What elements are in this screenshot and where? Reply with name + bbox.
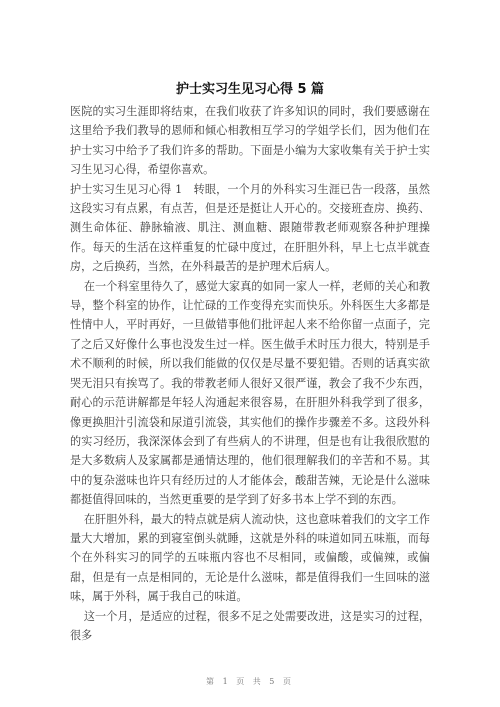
body-paragraph: 这一个月，是适应的过程，很多不足之处需要改进，这是实习的过程，很多 <box>70 609 430 642</box>
body-paragraph: 在肝胆外科，最大的特点就是病人流动快，这也意味着我们的文字工作量大大增加，累的到寝室倒头就睡，这就是外科的味道如同五味瓶，而每个在外科实习的同学的五味瓶内容也不尽相同，或偏酸，或偏辣，或偏甜，但是有一点是相同的，无论是什么滋味，都是值得我们一生回味的滋味，属于外科，属于我自己的味道。 <box>70 512 430 604</box>
document-title: 护士实习生见习心得 5 篇 <box>175 82 325 97</box>
intro-paragraph: 医院的实习生涯即将结束，在我们收获了许多知识的同时，我们要感谢在这里给予我们教导的恩师和倾心相教相互学习的学姐学长们，因为他们在护士实习中给予了我们许多的帮助。下面是小编为大家收集有关于护士实习生见习心得，希望你喜欢。 <box>70 105 430 177</box>
body-paragraph: 护士实习生见习心得 1 转眼，一个月的外科实习生涯已告一段落，虽然这段实习有点累，有点苦，但是还是挺让人开心的。交接班查房、换药、测生命体征、静脉输液、肌注、测血糖、跟随带教老师观察各种护理操作。每天的生活在这样重复的忙碌中度过，在肝胆外科，早上七点半就查房，之后换药，当然，在外科最苦的是护理术后病人。 <box>70 182 430 274</box>
body-paragraph: 在一个科室里待久了，感觉大家真的如同一家人一样，老师的关心和教导，整个科室的协作，让忙碌的工作变得充实而快乐。外科医生大多都是性情中人，平时再好，一旦做错事他们批评起人来不给你留一点面子，完了之后又好像什么事也没发生过一样。医生做手术时压力很大，特别是手术不顺利的时候，所以我们能做的仅仅是尽量不要犯错。否则的话真实欲哭无泪只有挨骂了。我的带教老师人很好又很严谨，教会了我不少东西，耐心的示范讲解都是年轻人沟通起来很容易，在肝胆外科我学到了很多，像更换胆汁引流袋和尿道引流袋，其实他们的操作步骤差不多。这段外科的实习经历，我深深体会到了有些病人的不讲理，但是也有让我很欣慰的是大多数病人及家属都是通情达理的，他们很理解我们的辛苦和不易。其中的复杂滋味也许只有经历过的人才能体会，酸甜苦辣，无论是什么滋味都挺值得回味的，当然更重要的是学到了好多书本上学不到的东西。 <box>70 279 430 507</box>
document-body <box>70 102 430 645</box>
page-number: 第 1 页 共 5 页 <box>206 677 294 686</box>
